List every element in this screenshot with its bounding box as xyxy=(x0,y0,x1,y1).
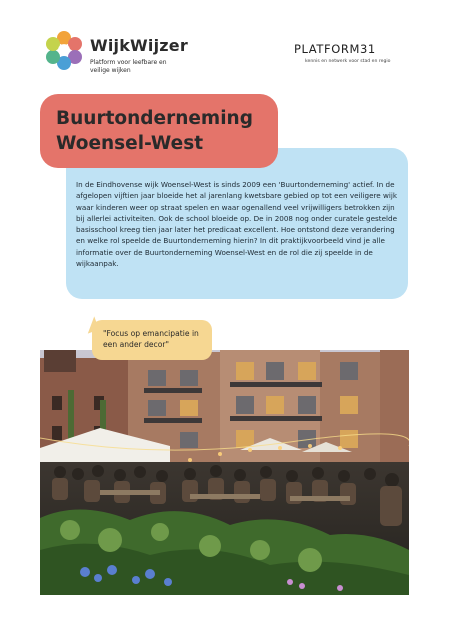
wijkwijzer-tagline: Platform voor leefbare en veilige wijken xyxy=(90,59,167,74)
quote-bubble xyxy=(92,320,212,360)
platform31-tagline: kennis en netwerk voor stad en regio xyxy=(305,59,391,64)
wijkwijzer-flower-icon xyxy=(44,30,84,70)
street-party-photo xyxy=(40,350,409,595)
intro-box xyxy=(66,148,408,299)
title-line-1: Buurtonderneming xyxy=(56,108,253,129)
wijkwijzer-logo xyxy=(44,30,204,76)
platform31-logo xyxy=(294,42,410,68)
cover-photo xyxy=(40,350,409,595)
quote-text: "Focus op emancipatie in een ander decor" xyxy=(103,329,199,349)
platform31-name: PLATFORM31 xyxy=(294,42,376,56)
title-box xyxy=(40,94,278,168)
intro-text: In de Eindhovense wijk Woensel-West is sinds 2009 een 'Buurtonderneming' actief. In de afgelopen vijftien jaar bloeide het al jarenlang kwetsbare gebied op tot een veiligere wijk waar kinderen weer op straat spelen en waar ogenallend veel vrijwilligers betrokken zijn bij allerlei activiteiten. Ook de school bloeide op. De in 2008 nog onder curatele gestelde basisschool kreeg tien jaar later het predicaat excellent. Hoe ontstond deze verandering en welke rol speelde de Buurtonderneming hierin? In dit praktijkvoorbeeld vind je alle informatie over de Buurtonderneming Woensel-West en de rol die zij speelde in de wijkaanpak. xyxy=(76,180,398,269)
title-line-2: Woensel-West xyxy=(56,133,204,154)
page-title xyxy=(56,106,271,156)
wijkwijzer-name: WijkWijzer xyxy=(90,36,188,55)
quote-tail xyxy=(83,316,99,333)
